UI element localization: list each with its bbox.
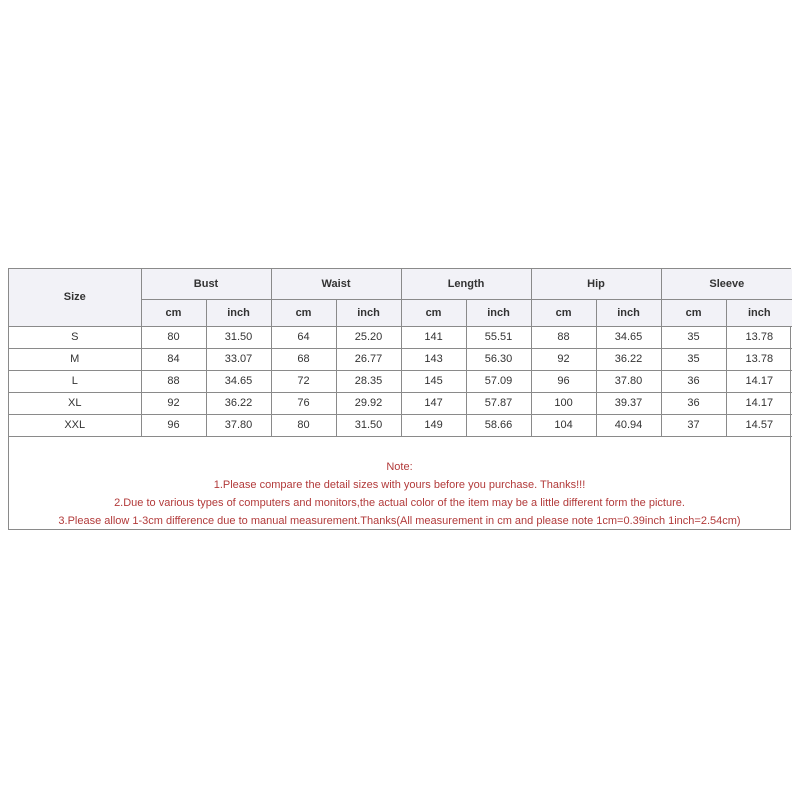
measurement-cell: 58.66 (466, 414, 531, 436)
unit-header-inch: inch (206, 299, 271, 326)
notes (9, 458, 790, 530)
measurement-cell: 143 (401, 348, 466, 370)
measurement-cell: 34.65 (596, 326, 661, 348)
measurement-cell: 28.35 (336, 370, 401, 392)
measurement-cell: 72 (271, 370, 336, 392)
measurement-cell: 14.17 (726, 370, 792, 392)
measurement-cell: 14.57 (726, 414, 792, 436)
measurement-cell: 96 (141, 414, 206, 436)
measurement-cell: 26.77 (336, 348, 401, 370)
unit-header-inch: inch (596, 299, 661, 326)
measurement-cell: 64 (271, 326, 336, 348)
group-header-waist: Waist (271, 269, 401, 299)
table-row (9, 392, 792, 414)
measurement-cell: 76 (271, 392, 336, 414)
measurement-cell: 80 (271, 414, 336, 436)
group-header-sleeve: Sleeve (661, 269, 792, 299)
size-cell: S (9, 326, 141, 348)
measurement-cell: 149 (401, 414, 466, 436)
unit-header-cm: cm (401, 299, 466, 326)
measurement-cell: 33.07 (206, 348, 271, 370)
measurement-cell: 141 (401, 326, 466, 348)
measurement-cell: 13.78 (726, 326, 792, 348)
measurement-cell: 88 (141, 370, 206, 392)
measurement-cell: 55.51 (466, 326, 531, 348)
note-line-1: 1.Please compare the detail sizes with yours before you purchase. Thanks!!! (213, 479, 586, 491)
measurement-cell: 31.50 (336, 414, 401, 436)
measurement-cell: 96 (531, 370, 596, 392)
measurement-cell: 37.80 (206, 414, 271, 436)
unit-header-inch: inch (726, 299, 792, 326)
measurement-cell: 36 (661, 370, 726, 392)
measurement-cell: 80 (141, 326, 206, 348)
unit-header-cm: cm (661, 299, 726, 326)
size-cell: L (9, 370, 141, 392)
measurement-cell: 35 (661, 326, 726, 348)
note-line-3: 3.Please allow 1-3cm difference due to manual measurement.Thanks(All measurement in cm and please note 1cm=0.39inch 1inch=2.54cm) (58, 515, 741, 527)
measurement-cell: 35 (661, 348, 726, 370)
group-header-bust: Bust (141, 269, 271, 299)
measurement-cell: 25.20 (336, 326, 401, 348)
unit-header-inch: inch (336, 299, 401, 326)
group-header-row (9, 269, 792, 299)
measurement-cell: 37.80 (596, 370, 661, 392)
measurement-cell: 147 (401, 392, 466, 414)
measurement-cell: 36 (661, 392, 726, 414)
measurement-cell: 40.94 (596, 414, 661, 436)
measurement-cell: 84 (141, 348, 206, 370)
size-table-body (9, 326, 792, 436)
size-header: Size (9, 269, 141, 326)
size-cell: M (9, 348, 141, 370)
measurement-cell: 92 (531, 348, 596, 370)
group-header-length: Length (401, 269, 531, 299)
measurement-cell: 14.17 (726, 392, 792, 414)
measurement-cell: 13.78 (726, 348, 792, 370)
unit-header-cm: cm (531, 299, 596, 326)
measurement-cell: 39.37 (596, 392, 661, 414)
note-line-2: 2.Due to various types of computers and monitors,the actual color of the item may be a little different form the picture. (114, 497, 685, 509)
unit-header-inch: inch (466, 299, 531, 326)
measurement-cell: 88 (531, 326, 596, 348)
measurement-cell: 104 (531, 414, 596, 436)
table-row (9, 414, 792, 436)
size-cell: XXL (9, 414, 141, 436)
measurement-cell: 34.65 (206, 370, 271, 392)
measurement-cell: 36.22 (596, 348, 661, 370)
unit-header-cm: cm (271, 299, 336, 326)
measurement-cell: 31.50 (206, 326, 271, 348)
size-cell: XL (9, 392, 141, 414)
group-header-hip: Hip (531, 269, 661, 299)
measurement-cell: 36.22 (206, 392, 271, 414)
measurement-cell: 57.87 (466, 392, 531, 414)
note-title: Note: (386, 461, 413, 473)
size-chart (8, 268, 791, 530)
measurement-cell: 68 (271, 348, 336, 370)
measurement-cell: 56.30 (466, 348, 531, 370)
measurement-cell: 145 (401, 370, 466, 392)
measurement-cell: 29.92 (336, 392, 401, 414)
size-table (9, 269, 792, 437)
measurement-cell: 92 (141, 392, 206, 414)
unit-header-cm: cm (141, 299, 206, 326)
measurement-cell: 37 (661, 414, 726, 436)
table-row (9, 326, 792, 348)
measurement-cell: 57.09 (466, 370, 531, 392)
measurement-cell: 100 (531, 392, 596, 414)
table-row (9, 348, 792, 370)
table-row (9, 370, 792, 392)
